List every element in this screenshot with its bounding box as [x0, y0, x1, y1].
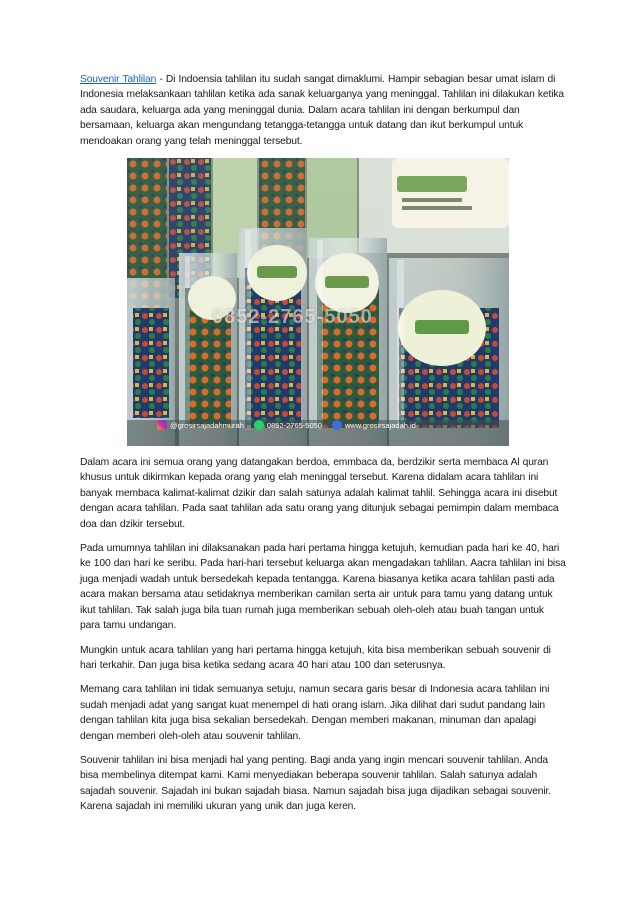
- body-paragraph: Mungkin untuk acara tahlilan yang hari pertama hingga ketujuh, kita bisa memberikan sebuah souvenir di hari terkahir. Dan juga bisa ketika sedang acara 40 hari atau 100 dan seterusnya.: [80, 644, 551, 671]
- body-paragraph: Souvenir tahlilan ini bisa menjadi hal yang penting. Bagi anda yang ingin mencari souvenir tahlilan. Anda bisa membelinya ditempat kami. Kami menyediakan beberapa souvenir tahlilan. Salah satunya adalah sajadah souvenir. Sajadah ini bukan sajadah biasa. Namun sajadah bisa juga dijadikan sebagai souvenir. Karena sajadah ini memiliki ukuran yang unik dan juga keren.: [80, 754, 551, 813]
- whatsapp-contact: 0852-2765-5050: [254, 420, 322, 430]
- website-contact: www.grosirsajadah.id: [332, 420, 416, 430]
- product-photo: [127, 158, 509, 446]
- whatsapp-icon: [254, 420, 264, 430]
- souvenir-tahlilan-link[interactable]: Souvenir Tahlilan: [80, 74, 157, 85]
- body-paragraph: Memang cara tahlilan ini tidak semuanya setuju, namun secara garis besar di Indonesia acara tahlilan ini sudah menjadi adat yang sangat kuat menempel di hati orang islam. Jika dilihat dari sudut pandang lain dengan tahlilan kita juga bisa sekalian bersedekah. Dengan memberi makanan, minuman dan apalagi dengan memberi oleh-oleh atau souvenir tahlilan.: [80, 684, 550, 742]
- intro-paragraph: [80, 72, 566, 149]
- document-body: [80, 72, 566, 824]
- globe-icon: [332, 420, 342, 430]
- body-paragraph: Dalam acara ini semua orang yang datangakan berdoa, emmbaca da, berdzikir serta membaca Al quran khusus untuk dikirmkan kepada orang yang elah meninggal tersebut. Karena didalam acara tahlilan ini banyak membaca kalimat-kalimat dzikir dan salah satunya adalah kalimat tahlil. Sehingga acara ini disebut dengan acara tahlilan. Pada saat tahlilan ada satu orang yang ditunjuk sebagai pemimpin dalam membaca doa dan dzikir tersebut.: [80, 457, 559, 530]
- body-paragraph: Pada umumnya tahlilan ini dilaksanakan pada hari pertama hingga ketujuh, kemudian pada hari ke 40, hari ke 100 dan hari ke seribu. Pada hari-hari tersebut keluarga akan mengadakan tahlilan. Aacra tahlilan ini bisa juga menjadi wadah untuk bersedekah kepada tentangga. Karena biasanya ketika acara tahlilan pasti ada acara makan bersama atau setidaknya memberikan camilan serta air untuk para tamu yang datang untuk ikut tahlilan. Tak salah juga bila tuan rumah juga memberikan sebuah oleh-oleh atau buah tangan untuk para tamu undangan.: [80, 543, 566, 632]
- intro-text: - Di Indoensia tahlilan itu sudah sangat dimaklumi. Hampir sebagian besar umat islam di Indonesia melaksankaan tahlilan ketika ada sanak keluarganya yang meninggal. Tahlilan ini dilakukan ketika ada saudara, keluarga ada yang meninggal dunia. Dalam acara tahlilan ini dengan berkumpul dan bersamaan, keluarga akan mengundang tetangga-tetangga untuk datang dan ikut berkumpul untuk mendoakan orang yang telah meninggal tersebut.: [80, 74, 564, 147]
- phone-watermark: 0852-2765-5050: [212, 306, 373, 329]
- instagram-icon: [157, 420, 167, 430]
- instagram-contact: @grosirsajadahmurah: [157, 420, 244, 430]
- photo-contact-bar: [157, 418, 479, 432]
- souvenir-jars-image: [127, 158, 509, 446]
